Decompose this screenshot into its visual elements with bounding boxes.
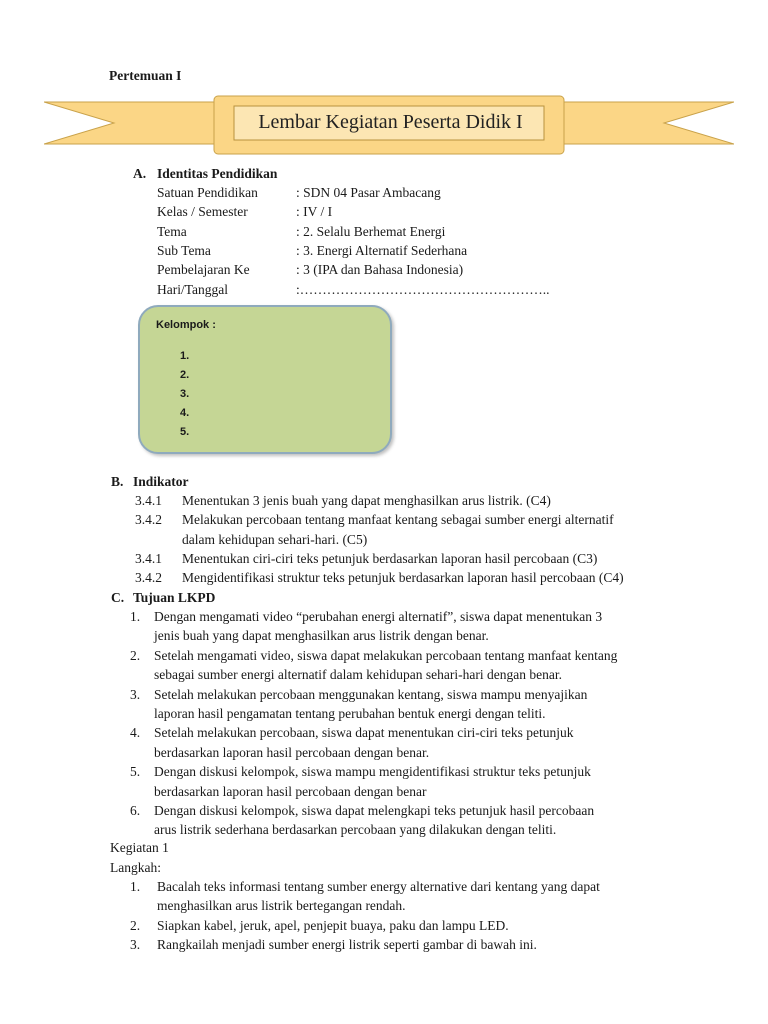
indicator-number: 3.4.1 (135, 550, 162, 566)
indicator-number: 3.4.2 (135, 570, 162, 586)
step-text: Bacalah teks informasi tentang sumber energy alternative dari kentang yang dapat (157, 879, 600, 894)
goal-text: Dengan mengamati video “perubahan energi alternatif”, siswa dapat menentukan 3 (154, 609, 603, 624)
goal-number: 6. (130, 803, 141, 818)
identity-label: Kelas / Semester (157, 204, 248, 220)
indicator-text: dalam kehidupan sehari-hari. (C5) (182, 531, 368, 547)
step-number: 2. (130, 917, 141, 933)
section-c-marker: C. (111, 590, 125, 605)
identity-value: : IV / I (296, 204, 333, 220)
goal-number: 3. (130, 686, 141, 702)
goal-text: arus listrik sederhana berdasarkan percobaan yang dilakukan dengan teliti. (154, 822, 557, 838)
steps-label: Langkah: (110, 860, 161, 875)
goal-number: 2. (130, 647, 141, 663)
section-a-title: Identitas Pendidikan (157, 166, 278, 181)
goal-text: Dengan diskusi kelompok, siswa mampu mengidentifikasi struktur teks petunjuk (154, 764, 591, 780)
goal-number: 5. (130, 764, 141, 780)
goal-text: Setelah melakukan percobaan menggunakan kentang, siswa mampu menyajikan (154, 686, 588, 702)
goal-text: jenis buah yang dapat menghasilkan arus listrik dengan benar. (154, 628, 489, 644)
goal-text: berdasarkan laporan hasil percobaan dengan benar (154, 783, 427, 799)
group-member-number: 3. (180, 388, 190, 400)
goal-text: sebagai sumber energi alternatif dalam kehidupan sehari-hari dengan benar. (154, 667, 562, 683)
section-a-marker: A. (133, 166, 147, 181)
indicator-number: 3.4.2 (135, 512, 162, 528)
group-member-number: 4. (180, 407, 190, 419)
goal-text: Setelah melakukan percobaan, siswa dapat menentukan ciri-ciri teks petunjuk (154, 725, 574, 741)
goal-number: 4. (130, 725, 141, 741)
goal-text: berdasarkan laporan hasil percobaan dengan benar. (154, 744, 430, 760)
group-box (138, 305, 392, 454)
identity-label: Tema (157, 223, 187, 239)
step-text: menghasilkan arus listrik bertegangan rendah. (157, 898, 406, 914)
group-member-number: 5. (180, 426, 190, 438)
group-title: Kelompok : (156, 319, 216, 331)
activity-title: Kegiatan 1 (110, 840, 169, 855)
group-member-number: 2. (180, 369, 190, 381)
page-heading: Pertemuan I (109, 68, 182, 83)
group-member-number: 1. (180, 350, 190, 362)
step-number: 3. (130, 936, 141, 952)
indicator-text: Melakukan percobaan tentang manfaat kentang sebagai sumber energi alternatif (182, 512, 614, 528)
identity-value: : SDN 04 Pasar Ambacang (296, 185, 441, 200)
identity-label: Sub Tema (157, 242, 211, 258)
identity-label: Hari/Tanggal (157, 281, 229, 297)
identity-label: Satuan Pendidikan (157, 185, 258, 200)
identity-value: :……………………………………………….. (296, 281, 550, 297)
identity-value: : 2. Selalu Berhemat Energi (296, 223, 446, 239)
indicator-text: Mengidentifikasi struktur teks petunjuk berdasarkan laporan hasil percobaan (C4) (182, 570, 624, 586)
goal-text: Dengan diskusi kelompok, siswa dapat melengkapi teks petunjuk hasil percobaan (154, 803, 595, 818)
indicator-text: Menentukan 3 jenis buah yang dapat menghasilkan arus listrik. (C4) (182, 493, 551, 508)
step-text: Rangkailah menjadi sumber energi listrik seperti gambar di bawah ini. (157, 936, 537, 952)
goal-text: Setelah mengamati video, siswa dapat melakukan percobaan tentang manfaat kentang (154, 647, 618, 663)
indicator-text: Menentukan ciri-ciri teks petunjuk berdasarkan laporan hasil percobaan (C3) (182, 550, 598, 566)
section-c-title: Tujuan LKPD (133, 590, 216, 605)
identity-value: : 3 (IPA dan Bahasa Indonesia) (296, 262, 464, 278)
identity-label: Pembelajaran Ke (157, 262, 250, 278)
section-b-title: Indikator (133, 474, 189, 489)
banner-title: Lembar Kegiatan Peserta Didik I (258, 111, 523, 133)
identity-value: : 3. Energi Alternatif Sederhana (296, 242, 468, 258)
goal-number: 1. (130, 609, 141, 624)
section-b-marker: B. (111, 474, 124, 489)
step-text: Siapkan kabel, jeruk, apel, penjepit buaya, paku dan lampu LED. (157, 917, 509, 933)
step-number: 1. (130, 879, 141, 894)
goal-text: laporan hasil pengamatan tentang perubahan bentuk energi dengan teliti. (154, 706, 546, 721)
indicator-number: 3.4.1 (135, 493, 162, 508)
